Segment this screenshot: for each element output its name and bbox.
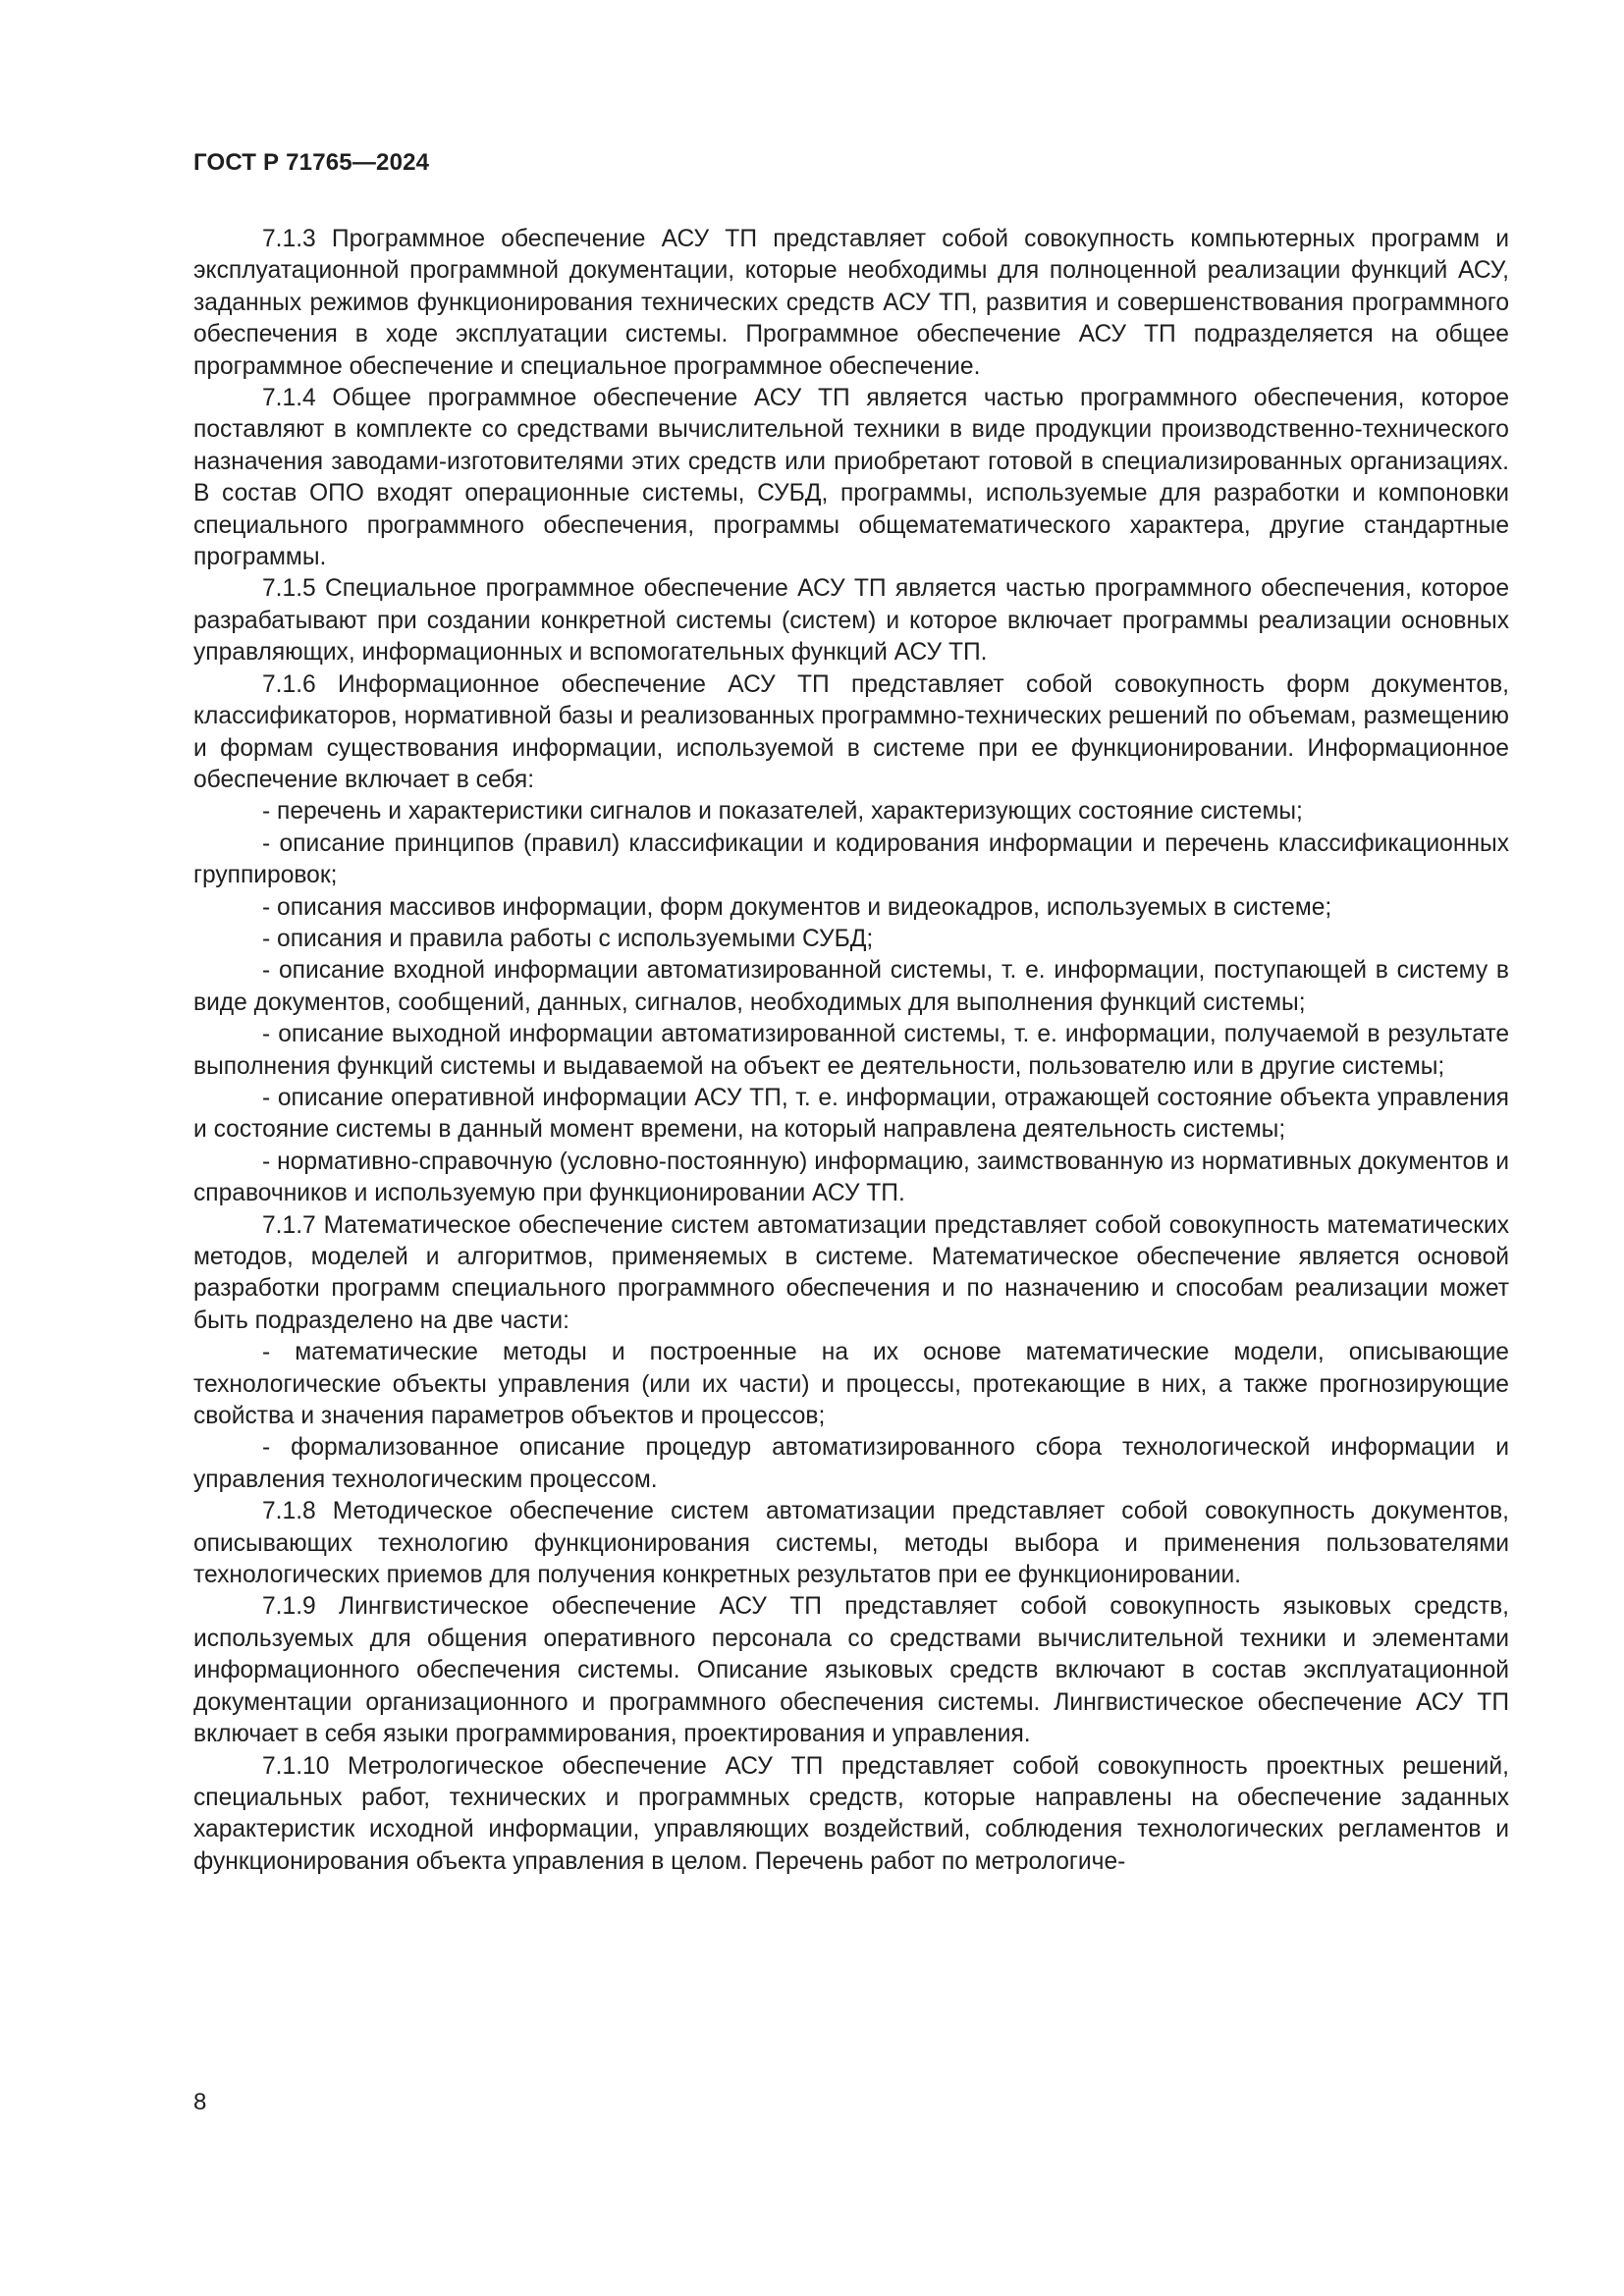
paragraph-7-1-7: 7.1.7 Математическое обеспечение систем автоматизации представляет собой совокупность математических методов, моделей и алгоритмов, применяемых в системе. Математическое обеспечение является основой разработки программ специального программного обеспечения и по назначению и способам реализации может быть подразделено на две части: xyxy=(193,1211,1509,1334)
document-body xyxy=(193,224,1509,1878)
list-item: - описание выходной информации автоматизированной системы, т. е. информации, получаемой в результате выполнения функций системы и выдаваемой на объект ее деятельности, пользователю или в другие системы; xyxy=(193,1021,1509,1080)
paragraph-7-1-6: 7.1.6 Информационное обеспечение АСУ ТП представляет собой совокупность форм документов, классификаторов, нормативной базы и реализованных программно-технических решений по объемам, размещению и формам существования информации, используемой в системе при ее функционировании. Информационное обеспечение включает в себя: xyxy=(193,670,1509,793)
list-item: - описание принципов (правил) классификации и кодирования информации и перечень классификационных группировок; xyxy=(193,829,1509,889)
list-item: - нормативно-справочную (условно-постоянную) информацию, заимствованную из нормативных документов и справочников и используемую при функционировании АСУ ТП. xyxy=(193,1148,1509,1207)
list-item: - описание оперативной информации АСУ ТП, т. е. информации, отражающей состояние объекта управления и состояние системы в данный момент времени, на который направлена деятельность системы; xyxy=(193,1084,1509,1144)
list-item: - описание входной информации автоматизированной системы, т. е. информации, поступающей в систему в виде документов, сообщений, данных, сигналов, необходимых для выполнения функций системы; xyxy=(193,957,1509,1016)
paragraph-7-1-9: 7.1.9 Лингвистическое обеспечение АСУ ТП представляет собой совокупность языковых средств, используемых для общения оперативного персонала со средствами вычислительной техники и элементами информационного обеспечения системы. Описание языковых средств включают в состав эксплуатационной документации организационного и программного обеспечения системы. Лингвистическое обеспечение АСУ ТП включает в себя языки программирования, проектирования и управления. xyxy=(193,1593,1509,1748)
paragraph-7-1-4: 7.1.4 Общее программное обеспечение АСУ ТП является частью программного обеспечения, которое поставляют в комплекте со средствами вычислительной техники в виде продукции производственно-технического назначения заводами-изготовителями этих средств или приобретают готовой в специализированных организациях. В состав ОПО входят операционные системы, СУБД, программы, используемые для разработки и компоновки специального программного обеспечения, программы общематематического характера, другие стандартные программы. xyxy=(193,385,1509,571)
list-item: - формализованное описание процедур автоматизированного сбора технологической информации и управления технологическим процессом. xyxy=(193,1434,1509,1493)
paragraph-7-1-5: 7.1.5 Специальное программное обеспечение АСУ ТП является частью программного обеспечения, которое разрабатывают при создании конкретной системы (систем) и которое включает программы реализации основных управляющих, информационных и вспомогательных функций АСУ ТП. xyxy=(193,575,1509,667)
list-item: - перечень и характеристики сигналов и показателей, характеризующих состояние системы; xyxy=(262,798,1303,826)
document-header: ГОСТ Р 71765—2024 xyxy=(193,149,430,176)
paragraph-7-1-8: 7.1.8 Методическое обеспечение систем автоматизации представляет собой совокупность документов, описывающих технологию функционирования системы, методы выбора и применения пользователями технологических приемов для получения конкретных результатов при ее функционировании. xyxy=(193,1498,1509,1589)
list-item: - описания и правила работы с используемыми СУБД; xyxy=(262,925,874,952)
paragraph-7-1-10: 7.1.10 Метрологическое обеспечение АСУ ТП представляет собой совокупность проектных решений, специальных работ, технических и программных средств, которые направлены на обеспечение заданных характеристик исходной информации, управляющих воздействий, соблюдения технологических регламентов и функционирования объекта управления в целом. Перечень работ по метрологиче- xyxy=(193,1752,1509,1875)
page-number: 8 xyxy=(193,2089,207,2115)
list-item: - описания массивов информации, форм документов и видеокадров, используемых в системе; xyxy=(262,893,1332,921)
list-item: - математические методы и построенные на их основе математические модели, описывающие технологические объекты управления (или их части) и процессы, протекающие в них, а также прогнозирующие свойства и значения параметров объектов и процессов; xyxy=(193,1339,1509,1430)
paragraph-7-1-3: 7.1.3 Программное обеспечение АСУ ТП представляет собой совокупность компьютерных программ и эксплуатационной программной документации, которые необходимы для полноценной реализации функций АСУ, заданных режимов функционирования технических средств АСУ ТП, развития и совершенствования программного обеспечения в ходе эксплуатации системы. Программное обеспечение АСУ ТП подразделяется на общее программное обеспечение и специальное программное обеспечение. xyxy=(193,226,1509,380)
